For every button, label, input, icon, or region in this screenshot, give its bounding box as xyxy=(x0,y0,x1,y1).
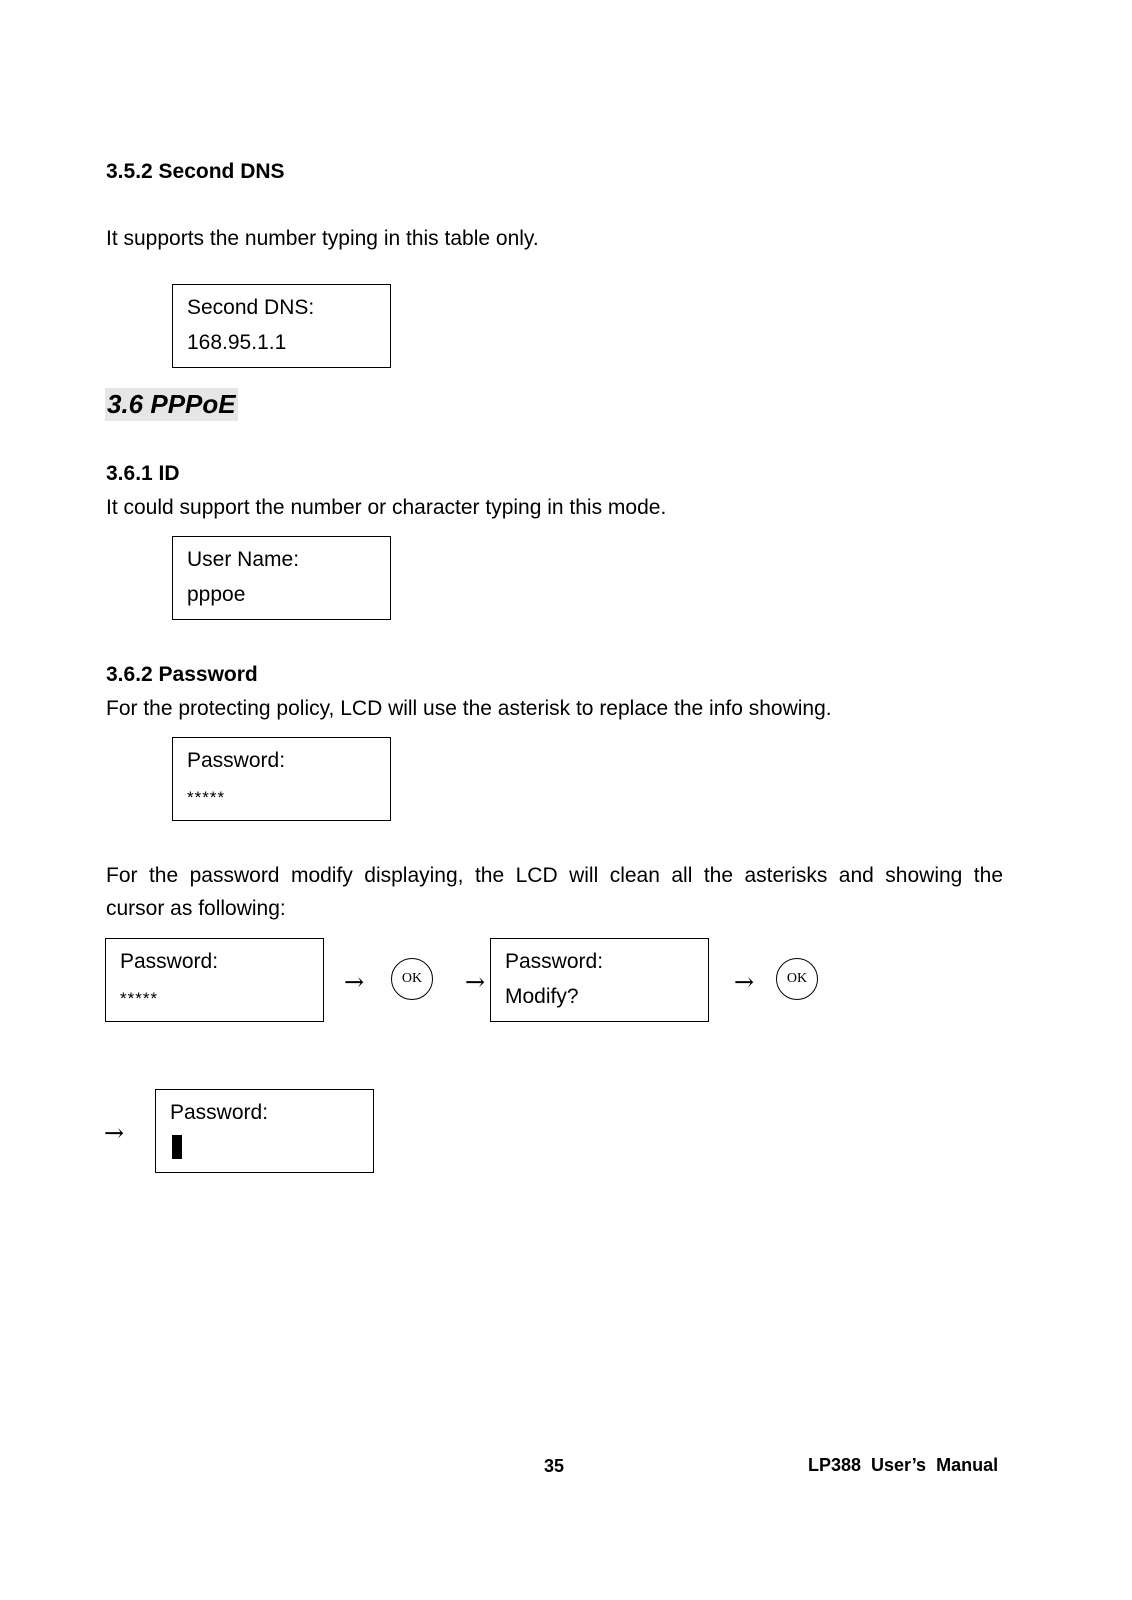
lcd-line-2: 168.95.1.1 xyxy=(187,331,287,354)
section-heading-id: 3.6.1 ID xyxy=(106,462,180,485)
lcd-line-1: Password: xyxy=(505,950,604,973)
right-arrow-icon: → xyxy=(344,968,365,996)
paragraph-second-dns: It supports the number typing in this table only. xyxy=(106,227,539,250)
lcd-line-2: ***** xyxy=(120,989,159,1008)
right-arrow-icon: → xyxy=(734,968,755,996)
lcd-line-1: Second DNS: xyxy=(187,296,315,319)
paragraph-password: For the protecting policy, LCD will use the asterisk to replace the info showing. xyxy=(106,697,832,720)
paragraph-password-modify-line-1: For the password modify displaying, the LCD will clean all the asterisks and showing the xyxy=(106,864,1003,887)
right-arrow-icon: → xyxy=(465,968,486,996)
lcd-line-2: ***** xyxy=(187,788,226,807)
ok-button-icon xyxy=(776,958,818,1000)
lcd-flow-screen-2 xyxy=(490,938,709,1022)
lcd-line-2: pppoe xyxy=(187,583,246,606)
section-heading-second-dns: 3.5.2 Second DNS xyxy=(106,160,285,183)
paragraph-password-modify-line-2: cursor as following: xyxy=(106,897,286,920)
right-arrow-icon: → xyxy=(104,1119,125,1147)
paragraph-id: It could support the number or character typing in this mode. xyxy=(106,496,667,519)
lcd-line-1: Password: xyxy=(170,1101,269,1124)
lcd-line-1: Password: xyxy=(120,950,219,973)
lcd-line-1: Password: xyxy=(187,749,286,772)
ok-button-icon xyxy=(391,958,433,1000)
lcd-flow-screen-3 xyxy=(155,1089,374,1173)
section-heading-pppoe: 3.6 PPPoE xyxy=(107,389,236,419)
section-heading-password: 3.6.2 Password xyxy=(106,663,258,686)
page-number: 35 xyxy=(544,1456,565,1476)
ok-label: OK xyxy=(786,971,808,986)
lcd-line-1: User Name: xyxy=(187,548,300,571)
lcd-display-user-name xyxy=(172,536,391,620)
ok-label: OK xyxy=(401,971,423,986)
lcd-display-password xyxy=(172,737,391,821)
block-cursor-icon xyxy=(172,1135,182,1159)
manual-title: LP388 User’s Manual xyxy=(808,1455,999,1475)
lcd-display-second-dns xyxy=(172,284,391,368)
lcd-flow-screen-1 xyxy=(105,938,324,1022)
lcd-line-2: Modify? xyxy=(505,985,579,1008)
